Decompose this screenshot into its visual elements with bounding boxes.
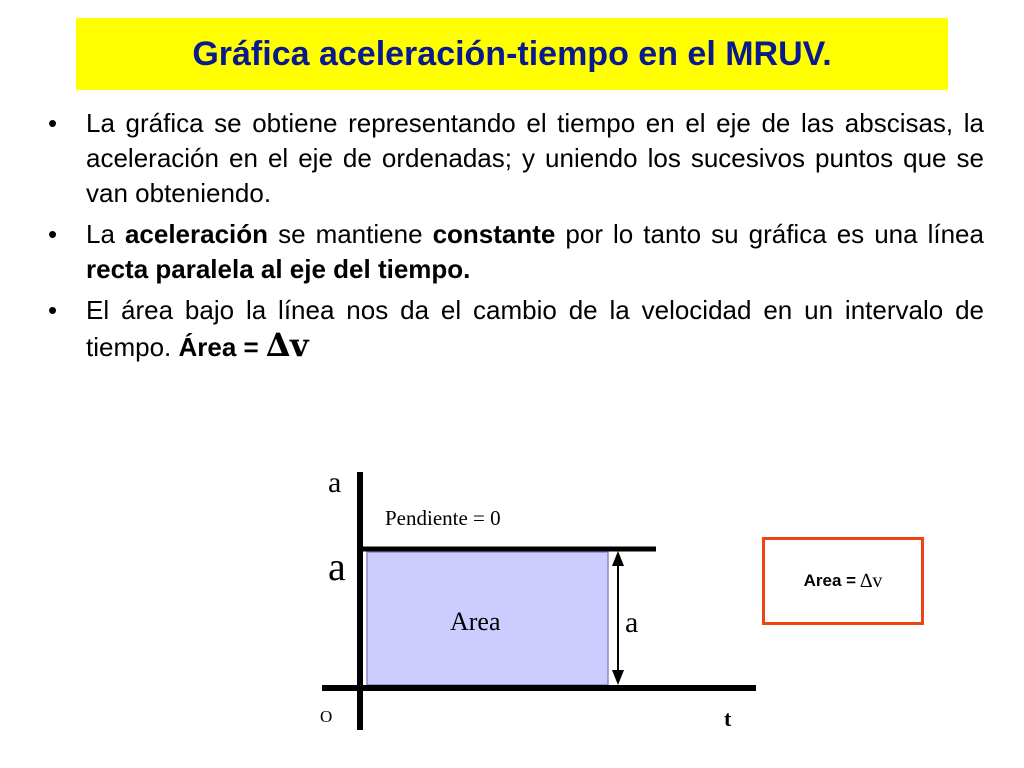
bullet-2-text-b: se mantiene	[268, 219, 433, 249]
height-arrow-head-bottom	[612, 670, 624, 685]
bullet-1-text: La gráfica se obtiene representando el tiempo en el eje de las abscisas, la aceleración en el eje de ordenadas; y uniendo los sucesivos puntos que se van obteniendo.	[86, 108, 984, 208]
callout-delta-v: ∆v	[860, 569, 883, 592]
level-label: a	[328, 544, 346, 589]
slope-label: Pendiente = 0	[385, 506, 501, 530]
callout-label: Area =	[803, 571, 857, 590]
bullet-2-text-a: La	[86, 219, 125, 249]
bullet-dot-3: •	[48, 295, 58, 325]
bullet-2-bold-c: recta paralela al eje del tiempo.	[86, 254, 471, 284]
bullet-3-text: El área bajo la línea nos da el cambio de la velocidad en un intervalo de tiempo.	[86, 295, 984, 362]
area-label: Area	[450, 607, 501, 636]
height-arrow-head-top	[612, 551, 624, 566]
y-axis-label: a	[328, 466, 342, 499]
bullet-dot-1: •	[48, 108, 58, 138]
height-label: a	[625, 606, 639, 639]
bullet-2-text-c: por lo tanto su gráfica es una línea	[555, 219, 984, 249]
area-callout-box	[762, 537, 924, 625]
slide-title: Gráfica aceleración-tiempo en el MRUV.	[192, 34, 832, 73]
origin-label: O	[320, 707, 333, 726]
x-axis-label: t	[724, 706, 732, 731]
bullet-2-bold-b: constante	[432, 219, 556, 249]
bullet-dot-2: •	[48, 219, 58, 249]
bullet-3-delta-v: ∆v	[265, 326, 309, 364]
bullet-3-bold: Área =	[178, 332, 266, 362]
bullet-2-bold-a: aceleración	[124, 219, 269, 249]
